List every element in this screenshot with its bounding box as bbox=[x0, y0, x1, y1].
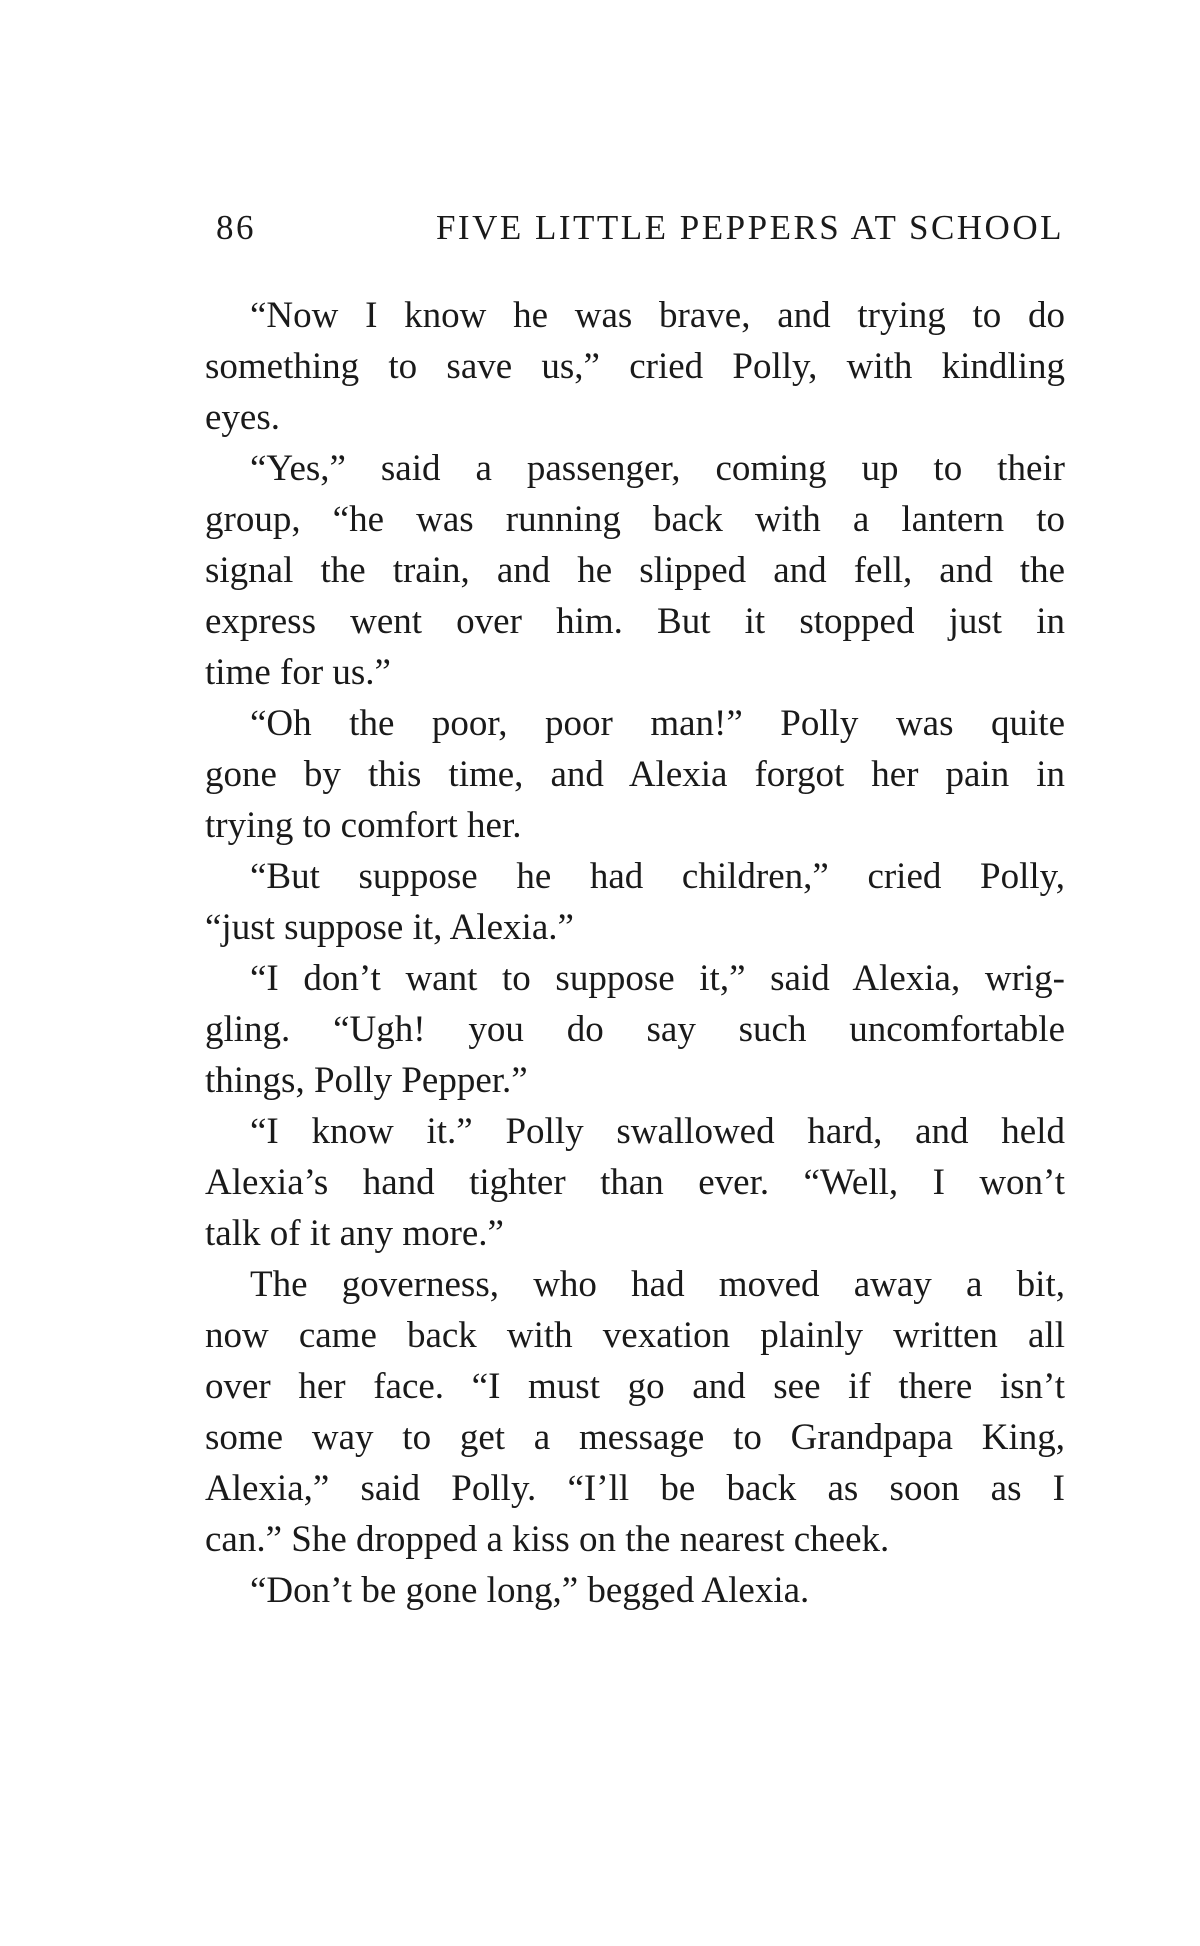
text-line: The governess, who had moved away a bit, bbox=[250, 1264, 1065, 1305]
text-line: express went over him. But it stopped just in bbox=[205, 601, 1065, 642]
text-line: “just suppose it, Alexia.” bbox=[205, 907, 574, 948]
text-line: Alexia’s hand tighter than ever. “Well, I won’t bbox=[205, 1162, 1065, 1203]
text-line: “But suppose he had children,” cried Polly, bbox=[250, 856, 1065, 897]
text-line: Alexia,” said Polly. “I’ll be back as soon as I bbox=[205, 1468, 1065, 1509]
text-line: “I don’t want to suppose it,” said Alexia, wrig- bbox=[250, 958, 1065, 999]
text-line: “Yes,” said a passenger, coming up to their bbox=[250, 448, 1065, 489]
text-line: over her face. “I must go and see if there isn’t bbox=[205, 1366, 1065, 1407]
text-line: signal the train, and he slipped and fell, and the bbox=[205, 550, 1065, 591]
text-line: can.” She dropped a kiss on the nearest cheek. bbox=[205, 1519, 890, 1560]
text-line: talk of it any more.” bbox=[205, 1213, 504, 1254]
text-line: something to save us,” cried Polly, with kindling bbox=[205, 346, 1065, 387]
text-line: “I know it.” Polly swallowed hard, and held bbox=[250, 1111, 1065, 1152]
running-head bbox=[216, 208, 1064, 258]
text-line: group, “he was running back with a lantern to bbox=[205, 499, 1065, 540]
text-line: “Oh the poor, poor man!” Polly was quite bbox=[250, 703, 1065, 744]
text-line: trying to comfort her. bbox=[205, 805, 522, 846]
text-line: things, Polly Pepper.” bbox=[205, 1060, 528, 1101]
text-line: eyes. bbox=[205, 397, 280, 438]
text-line: some way to get a message to Grandpapa King, bbox=[205, 1417, 1065, 1458]
text-line: “Now I know he was brave, and trying to do bbox=[250, 295, 1065, 336]
body-text bbox=[205, 290, 1065, 1616]
running-title: FIVE LITTLE PEPPERS AT SCHOOL bbox=[435, 208, 1064, 247]
text-line: time for us.” bbox=[205, 652, 391, 693]
text-line: “Don’t be gone long,” begged Alexia. bbox=[250, 1570, 810, 1611]
text-line: gone by this time, and Alexia forgot her pain in bbox=[205, 754, 1065, 795]
text-line: now came back with vexation plainly written all bbox=[205, 1315, 1065, 1356]
page-number: 86 bbox=[216, 208, 256, 247]
text-line: gling. “Ugh! you do say such uncomfortable bbox=[205, 1009, 1065, 1050]
